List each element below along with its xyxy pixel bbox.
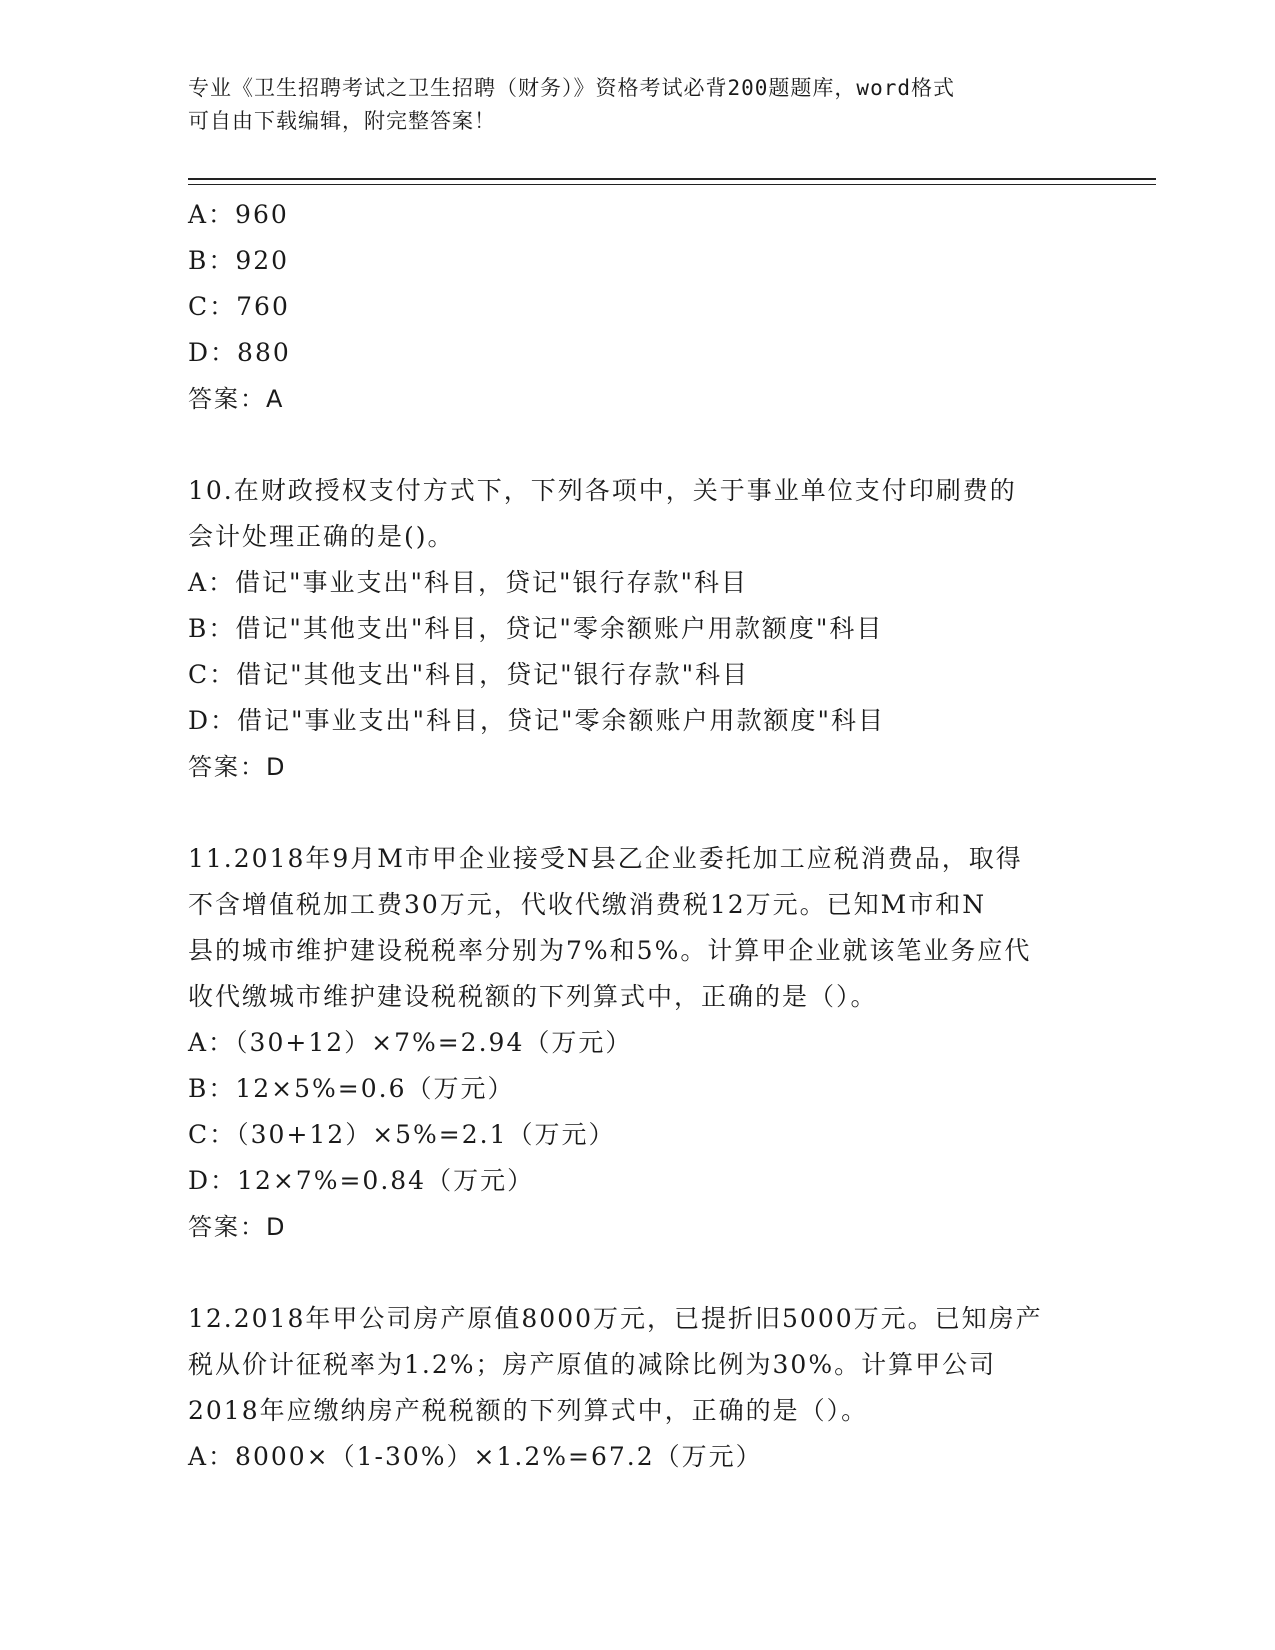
question-stem: 县的城市维护建设税税率分别为7%和5%。计算甲企业就该笔业务应代 (188, 936, 1032, 965)
question-10 (188, 468, 1088, 790)
question-stem: 12.2018年甲公司房产原值8000万元，已提折旧5000万元。已知房产 (188, 1304, 1043, 1333)
header-divider-thick (188, 178, 1156, 180)
option-d: D：12×7%=0.84（万元） (188, 1166, 535, 1195)
question-stem: 不含增值税加工费30万元，代收代缴消费税12万元。已知M市和N (188, 890, 987, 919)
header-title-line-1: 专业《卫生招聘考试之卫生招聘（财务）》资格考试必背200题题库，word格式 (188, 76, 955, 100)
option-c: C：（30+12）×5%=2.1（万元） (188, 1120, 616, 1149)
question-stem: 11.2018年9月M市甲企业接受N县乙企业委托加工应税消费品，取得 (188, 844, 1023, 873)
question-stem: 税从价计征税率为1.2%；房产原值的减除比例为30%。计算甲公司 (188, 1350, 997, 1379)
option-a: A：960 (188, 200, 289, 229)
question-stem: 收代缴城市维护建设税税额的下列算式中，正确的是（）。 (188, 982, 878, 1011)
option-b: B：借记"其他支出"科目，贷记"零余额账户用款额度"科目 (188, 614, 884, 643)
answer-line: 答案：D (188, 1213, 287, 1241)
option-a: A：借记"事业支出"科目，贷记"银行存款"科目 (188, 568, 749, 597)
option-b: B：12×5%=0.6（万元） (188, 1074, 515, 1103)
option-a: A：8000×（1-30%）×1.2%=67.2（万元） (188, 1442, 763, 1471)
document-header (188, 72, 1068, 138)
option-d: D：借记"事业支出"科目，贷记"零余额账户用款额度"科目 (188, 706, 886, 735)
answer-line: 答案：A (188, 385, 285, 413)
option-d: D：880 (188, 338, 291, 367)
header-title-line-2: 可自由下载编辑，附完整答案！ (188, 109, 496, 133)
header-divider-thin (188, 184, 1156, 185)
question-11 (188, 836, 1088, 1250)
answer-line: 答案：D (188, 753, 287, 781)
option-a: A：（30+12）×7%=2.94（万元） (188, 1028, 633, 1057)
question-stem: 会计处理正确的是()。 (188, 522, 455, 551)
question-stem: 10.在财政授权支付方式下，下列各项中，关于事业单位支付印刷费的 (188, 476, 1017, 505)
option-c: C：760 (188, 292, 290, 321)
option-c: C：借记"其他支出"科目，贷记"银行存款"科目 (188, 660, 750, 689)
option-b: B：920 (188, 246, 290, 275)
question-list (188, 192, 1088, 1480)
question-stem: 2018年应缴纳房产税税额的下列算式中，正确的是（）。 (188, 1396, 869, 1425)
question-12 (188, 1296, 1088, 1480)
question-9 (188, 192, 1088, 422)
